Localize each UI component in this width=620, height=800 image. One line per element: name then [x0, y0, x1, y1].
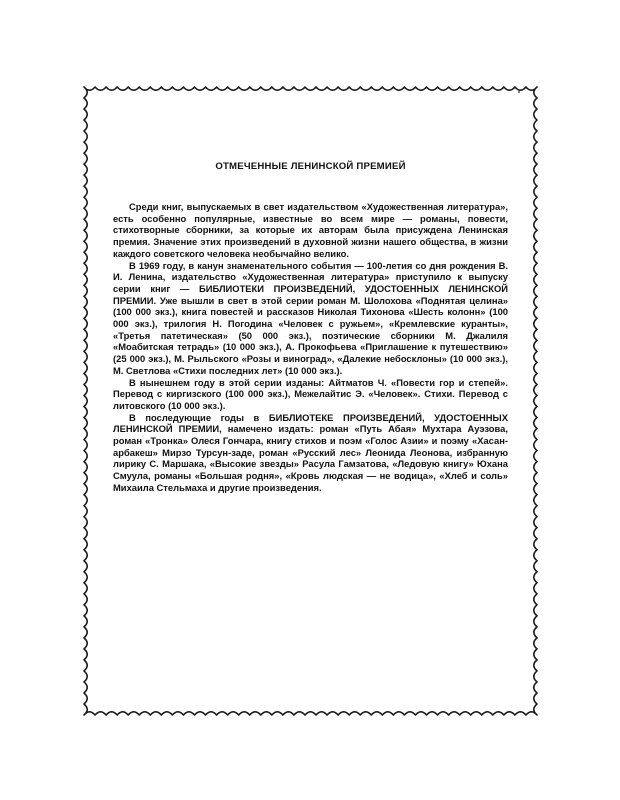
paragraph-4: В последующие годы в БИБЛИОТЕКЕ ПРОИЗВЕДЕНИЙ, УДОСТОЕННЫХ ЛЕНИНСКОЙ ПРЕМИИ, намечено издать: роман «Путь Абая» Мухтара Ауэзова, роман «Тронка» Олеся Гончара, книгу стихов и поэм «Голос Азии» и поэму «Хасан-арбакеш» Мирзо Турсун-заде, роман «Русский лес» Леонида Леонова, избранную лирику С. Маршака, «Высокие звезды» Расула Гамзатова, «Ледовую книгу» Юхана Смуула, романы «Большая родня», «Кровь людская — не водица», «Хлеб и соль» Михаила Стельмаха и другие произведения. [113, 411, 508, 493]
document-body [113, 161, 508, 494]
paragraph-2: В 1969 году, в канун знаменательного события — 100-летия со дня рождения В. И. Ленина, издательство «Художественная литература» приступило к выпуску серии книг — БИБЛИОТЕКИ ПРОИЗВЕДЕНИЙ, УДОСТОЕННЫХ ЛЕНИНСКОЙ ПРЕМИИ. Уже вышли в свет в этой серии роман М. Шолохова «Поднятая целина» (100 000 экз.), книга повестей и рассказов Николая Тихонова «Шесть колонн» (100 000 экз.), трилогия Н. Погодина «Человек с ружьем», «Кремлевские куранты», «Третья патетическая» (50 000 экз.), поэтические сборники М. Джалиля «Моабитская тетрадь» (10 000 экз.), А. Прокофьева «Приглашение к путешествию» (25 000 экз.), М. Рыльского «Розы и виноград», «Далекие небосклоны» (10 000 экз.), М. Светлова «Стихи последних лет» (10 000 экз.). [113, 259, 508, 376]
document-title: ОТМЕЧЕННЫЕ ЛЕНИНСКОЙ ПРЕМИЕЙ [215, 161, 406, 172]
paragraph-3: В нынешнем году в этой серии изданы: Айтматов Ч. «Повести гор и степей». Перевод с киргизского (100 000 экз.), Межелайтис Э. «Человек». Стихи. Перевод с литовского (10 000 экз.). [113, 376, 508, 411]
paragraph-1: Среди книг, выпускаемых в свет издательством «Художественная литература», есть особенно популярные, известные во всем мире — романы, повести, стихотворные сборники, за которые их авторам была присуждена Ленинская премия. Значение этих произведений в духовной жизни нашего общества, в жизни каждого советского человека необычайно велико. [113, 201, 508, 259]
page-mark [518, 91, 520, 93]
